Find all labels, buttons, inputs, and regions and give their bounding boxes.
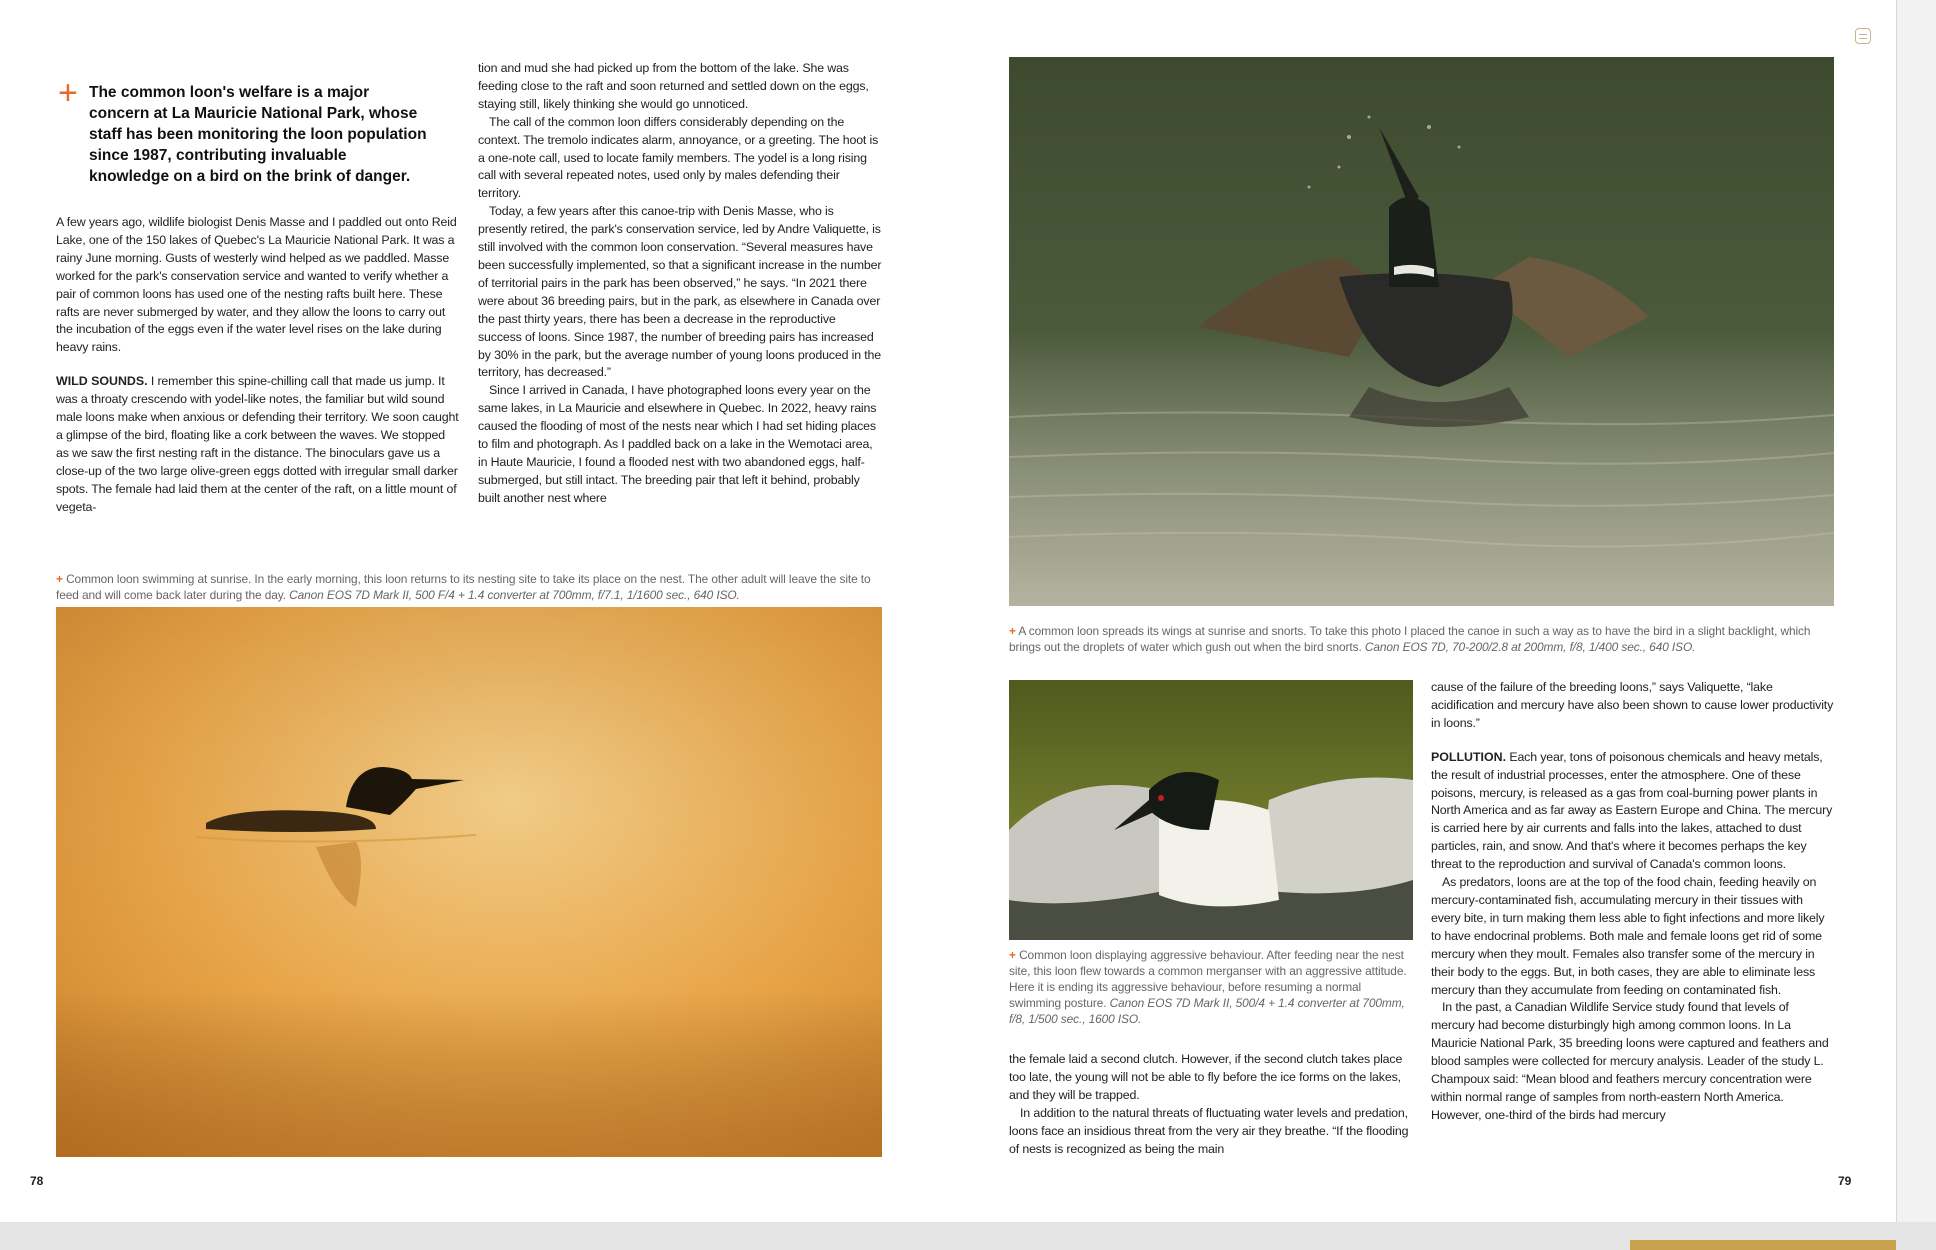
- lead-plus-icon: +: [58, 74, 78, 112]
- col2-paragraph-2: The call of the common loon differs considerably depending on the context. The tremolo indicates alarm, annoyance, or a greeting. The hoot is a one-note call, used to locate family members. The yodel is a long rising call with several repeated notes, used only by males defending their territory.: [478, 114, 879, 201]
- col3-paragraph-2: In addition to the natural threats of fluctuating water levels and predation, loons face an insidious threat from the very air they breathe. “If the flooding of nests is recognized as being the main: [1009, 1105, 1409, 1156]
- caption-text: A common loon spreads its wings at sunrise and snorts. To take this photo I placed the canoe in such a way as to have the bird in a slight backlight, which brings out the droplets of water which gush out when the bird snorts.: [1009, 624, 1811, 654]
- col4-paragraph-2: [1431, 749, 1834, 874]
- reader-edge: [1896, 0, 1936, 1250]
- col4-paragraph-3: As predators, loons are at the top of the food chain, feeding heavily on mercury-contaminated fish, accumulating mercury in their tissues with every bite, in turn making them less able to fight infections and more likely to have endocrinal problems. Both male and female loons get rid of some mercury when they moult. Females also transfer some of the mercury in their body to the eggs. But, in both cases, they are able to eliminate less mercury than they accumulate from feeding on contaminated fish.: [1431, 875, 1825, 997]
- caption-plus-icon: +: [1009, 948, 1016, 962]
- photo-loon-aggressive: [1009, 680, 1413, 940]
- page-number-left: 78: [30, 1174, 44, 1188]
- loon-wings-image: [1009, 57, 1834, 606]
- caption-text: Common loon swimming at sunrise. In the early morning, this loon returns to its nesting site to take its place on the nest. The other adult will leave the site to feed and will come back later during the day.: [56, 572, 871, 602]
- col2-paragraph-1: tion and mud she had picked up from the bottom of the lake. She was feeding close to the raft and soon returned and settled down on the eggs, staying still, likely thinking she would go unnoticed.: [478, 61, 869, 111]
- col4-paragraph-4: In the past, a Canadian Wildlife Service study found that levels of mercury had become disturbingly high among common loons. In La Mauricie National Park, 35 breeding loons were captured and feathers and blood samples were collected for mercury analysis. Leader of the study L. Champoux said: “Mean blood and feathers mercury concentration were within normal range of samples from north-eastern North America. However, one-third of the birds had mercury: [1431, 1000, 1829, 1122]
- column-2: [478, 60, 882, 508]
- loon-aggressive-image: [1009, 680, 1413, 940]
- caption-plus-icon: +: [1009, 624, 1016, 638]
- photo-loon-sunrise: [56, 607, 882, 1157]
- col3-paragraph-1: the female laid a second clutch. However, if the second clutch takes place too late, the young will not be able to fly before the ice forms on the lakes, and they will be trapped.: [1009, 1052, 1403, 1102]
- column-4: [1431, 679, 1834, 1125]
- column-3: [1009, 1051, 1411, 1158]
- caption-specs: Canon EOS 7D Mark II, 500 F/4 + 1.4 converter at 700mm, f/7.1, 1/1600 sec., 640 ISO.: [289, 588, 740, 602]
- col2-paragraph-3: Today, a few years after this canoe-trip with Denis Masse, who is presently retired, the park's conservation service, led by Andre Valiquette, is still involved with the common loon conservation. “Several measures have been successfully implemented, so that a significant increase in the number of territorial pairs in the park has been observed,” he says. “In 2021 there were about 36 breeding pairs, but in the park, as elsewhere in Canada over the past thirty years, there has been a decrease in the reproductive success of loons. Since 1987, the number of breeding pairs has increased by 30% in the park, but the average number of young loons produced in the territory, has decreased.”: [478, 204, 882, 380]
- caption-specs: Canon EOS 7D Mark II, 500/4 + 1.4 converter at 700mm, f/8, 1/500 sec., 1600 ISO.: [1009, 996, 1405, 1026]
- next-page-thumbnail[interactable]: [1630, 1240, 1896, 1250]
- col2-paragraph-4: Since I arrived in Canada, I have photographed loons every year on the same lakes, in La Mauricie and elsewhere in Quebec. In 2022, heavy rains caused the flooding of most of the nests near which I had set hiding places to film and photograph. As I paddled back on a lake in the Wemotaci area, in Haute Mauricie, I found a flooded nest with two abandoned eggs, half-submerged, but still intact. The breeding pair that left it behind, probably built another nest where: [478, 383, 877, 505]
- col4-paragraph-2-text: Each year, tons of poisonous chemicals and heavy metals, the result of industrial processes, enter the atmosphere. One of these poisons, mercury, is released as a gas from coal-burning power plants in North America and as far away as Eastern Europe and China. The mercury is carried here by air currents and falls into the lakes, attached to dust particles, rain, and snow. And that's where it becomes perhaps the key threat to the reproduction and survival of Canada's common loons.: [1431, 749, 1833, 872]
- lead-paragraph: The common loon's welfare is a major concern at La Mauricie National Park, whose staff has been monitoring the loon population since 1987, contributing invaluable knowledge on a bird on the brink of danger.: [89, 84, 427, 185]
- caption-aggressive-photo: [1009, 947, 1411, 1027]
- column-1: [56, 214, 460, 517]
- page-number-right: 79: [1838, 1174, 1852, 1188]
- caption-text: Common loon displaying aggressive behaviour. After feeding near the nest site, this loon flew towards a common merganser with an aggressive attitude. Here it is ending its aggressive behaviour, before resuming a normal swimming posture.: [1009, 948, 1407, 1010]
- col4-paragraph-1: cause of the failure of the breeding loons,” says Valiquette, “lake acidification and mercury have also been shown to cause lower productivity in loons.”: [1431, 680, 1834, 730]
- loon-sunrise-image: [56, 607, 882, 1157]
- col1-paragraph-2-text: I remember this spine-chilling call that made us jump. It was a throaty crescendo with yodel-like notes, the familiar but wild sound male loons make when anxious or defending their territory. We soon caught a glimpse of the bird, floating like a cork between the waves. We stopped as we saw the first nesting raft in the distance. The binoculars gave us a close-up of the two large olive-green eggs dotted with irregular small darker spots. The female had laid them at the center of the raft, on a little mount of vegeta-: [56, 374, 459, 514]
- col1-paragraph-1: A few years ago, wildlife biologist Denis Masse and I paddled out onto Reid Lake, one of the 150 lakes of Quebec's La Mauricie National Park. It was a rainy June morning. Gusts of westerly wind helped as we paddled. Masse worked for the park's conservation service and wanted to verify whether a pair of common loons has used one of the nesting rafts built here. These rafts are never submerged by water, and they allow the loons to carry out the incubation of the eggs even if the water level rises on the lake during heavy rains.: [56, 215, 457, 355]
- notes-icon[interactable]: [1855, 28, 1871, 44]
- caption-sunrise-photo: [56, 571, 882, 603]
- photo-loon-wings: [1009, 57, 1834, 606]
- section-head-pollution: POLLUTION.: [1431, 749, 1507, 764]
- caption-plus-icon: +: [56, 572, 63, 586]
- caption-specs: Canon EOS 7D, 70-200/2.8 at 200mm, f/8, 1/400 sec., 640 ISO.: [1364, 640, 1696, 654]
- caption-wings-photo: [1009, 623, 1834, 655]
- section-head-wild-sounds: WILD SOUNDS.: [56, 374, 148, 389]
- col1-paragraph-2: [56, 373, 460, 516]
